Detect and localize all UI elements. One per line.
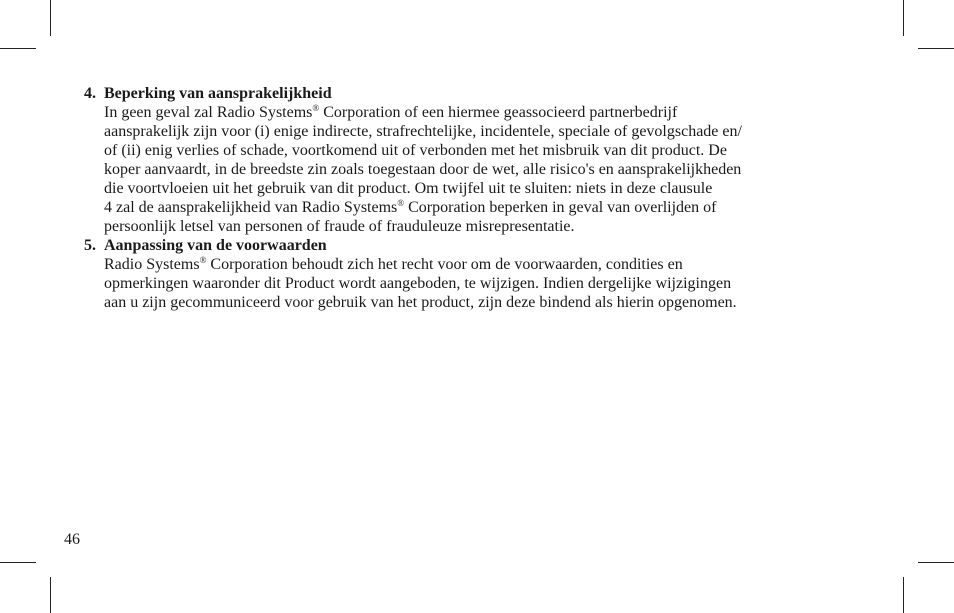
paragraph-line <box>84 141 884 160</box>
text-run: koper aanvaardt, in de breedste zin zoals toegestaan door de wet, alle risico's en aansprakelijkheden <box>104 161 742 178</box>
document-body <box>84 84 884 312</box>
crop-mark-bottom-left-horizontal <box>0 562 36 563</box>
section-terms-modification <box>84 236 884 312</box>
crop-mark-top-left-horizontal <box>0 48 36 49</box>
text-run: Corporation behoudt zich het recht voor om de voorwaarden, condities en <box>206 256 683 273</box>
text-run: Corporation beperken in geval van overlijden of <box>404 199 717 216</box>
section-heading <box>84 236 884 255</box>
paragraph-line <box>84 255 884 274</box>
crop-mark-top-right-vertical <box>903 0 904 36</box>
section-heading <box>84 84 884 103</box>
paragraph-line <box>84 217 884 236</box>
paragraph-line <box>84 293 884 312</box>
section-title: Aanpassing van de voorwaarden <box>104 237 327 254</box>
paragraph-line <box>84 179 884 198</box>
text-run: Corporation of een hiermee geassocieerd partnerbedrijf <box>319 104 678 121</box>
text-run: of (ii) enig verlies of schade, voortkomend uit of verbonden met het misbruik van dit product. De <box>104 142 727 159</box>
registered-mark: ® <box>199 255 207 265</box>
paragraph-line <box>84 274 884 293</box>
text-run: aan u zijn gecommuniceerd voor gebruik van het product, zijn deze bindend als hierin opgenomen. <box>104 294 737 311</box>
page-number: 46 <box>64 531 80 548</box>
crop-mark-bottom-right-horizontal <box>918 562 954 563</box>
crop-mark-top-right-horizontal <box>918 48 954 49</box>
registered-mark: ® <box>312 103 320 113</box>
crop-mark-bottom-left-vertical <box>50 577 51 613</box>
section-title: Beperking van aansprakelijkheid <box>104 85 332 102</box>
text-run: opmerkingen waaronder dit Product wordt aangeboden, te wijzigen. Indien dergelijke wijzigingen <box>104 275 732 292</box>
crop-mark-bottom-right-vertical <box>903 577 904 613</box>
text-run: die voortvloeien uit het gebruik van dit product. Om twijfel uit te sluiten: niets in deze clausule <box>104 180 713 197</box>
text-run: 4 zal de aansprakelijkheid van Radio Systems <box>104 199 398 216</box>
registered-mark: ® <box>397 198 405 208</box>
paragraph-line <box>84 198 884 217</box>
text-run: In geen geval zal Radio Systems <box>104 104 313 121</box>
crop-mark-top-left-vertical <box>50 0 51 36</box>
paragraph-line <box>84 103 884 122</box>
text-run: persoonlijk letsel van personen of fraude of frauduleuze misrepresentatie. <box>104 218 575 235</box>
section-number: 4. <box>84 85 96 102</box>
paragraph-line <box>84 122 884 141</box>
paragraph-line <box>84 160 884 179</box>
section-number: 5. <box>84 237 96 254</box>
section-liability <box>84 84 884 236</box>
text-run: aansprakelijk zijn voor (i) enige indirecte, strafrechtelijke, incidentele, speciale of gevolgschade en/ <box>104 123 742 140</box>
text-run: Radio Systems <box>104 256 200 273</box>
